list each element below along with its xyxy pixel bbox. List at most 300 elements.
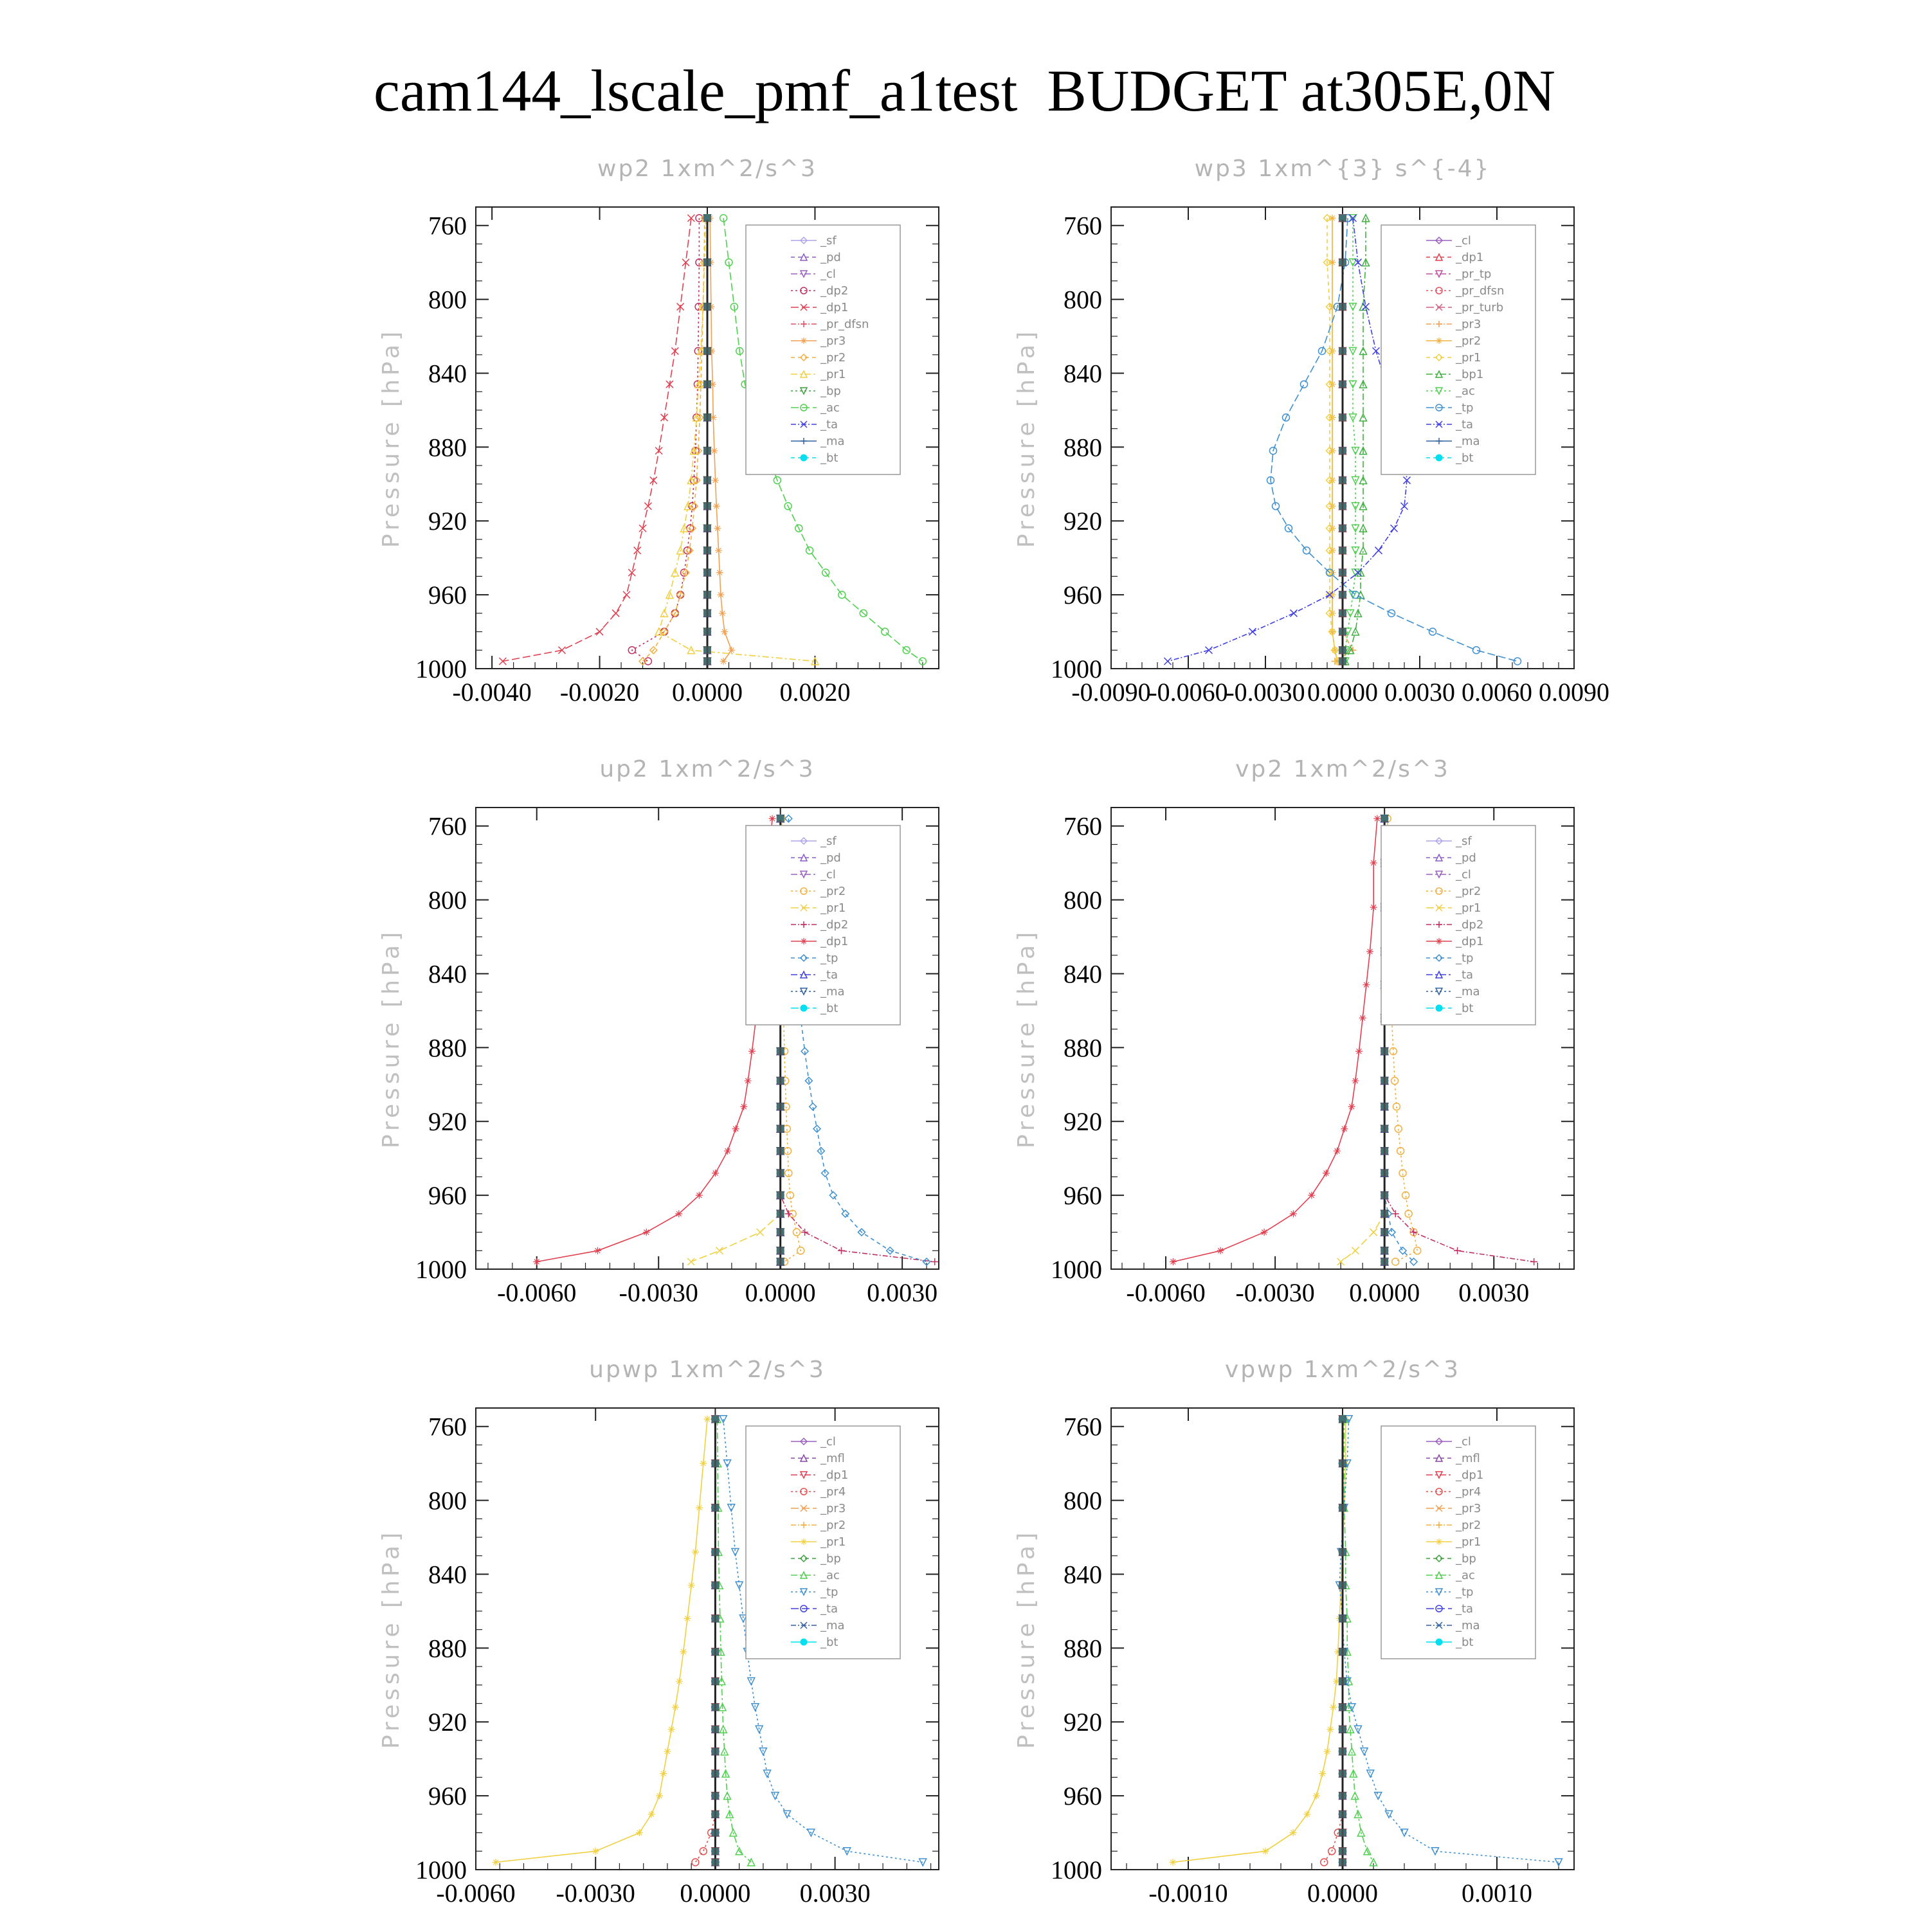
y-tick-label: 760 — [428, 811, 467, 841]
zero-stack-marker — [711, 1677, 719, 1685]
data-point-pr1 — [700, 1460, 707, 1467]
data-point-pr3 — [714, 525, 721, 532]
data-point-pr4 — [692, 1859, 699, 1866]
zero-stack-marker — [711, 1792, 719, 1800]
legend-label: _dp2 — [820, 918, 849, 932]
zero-stack-marker — [1381, 1258, 1388, 1266]
data-point-tp — [1555, 1859, 1562, 1866]
legend-label: _cl — [820, 267, 836, 281]
data-point-dp2 — [801, 1229, 808, 1236]
x-tick-label: -0.0030 — [619, 1278, 698, 1307]
y-tick-label: 760 — [1064, 811, 1102, 841]
zero-stack-marker — [1339, 1415, 1346, 1423]
legend-label: _sf — [820, 835, 837, 848]
legend-marker — [1436, 1539, 1442, 1545]
legend-label: _pr1 — [820, 1535, 846, 1549]
data-point-pr1 — [661, 609, 668, 617]
y-axis-label: Pressure [hPa] — [1013, 327, 1040, 548]
data-point-tp — [829, 1192, 837, 1199]
legend-label: _tp — [1456, 1585, 1474, 1599]
legend-label: _bt — [820, 451, 838, 465]
data-point-pr1 — [676, 1678, 683, 1685]
legend-label: _dp2 — [1456, 918, 1484, 932]
data-point-pr1 — [648, 1810, 655, 1818]
zero-stack-marker — [777, 1229, 784, 1236]
series-line-dp1 — [537, 818, 772, 1261]
legend-label: _cl — [1456, 868, 1471, 881]
series-line-dp2 — [632, 218, 700, 661]
legend-label: _pr1 — [820, 901, 846, 915]
data-point-pr1 — [668, 1726, 675, 1733]
zero-stack-marker — [1339, 1792, 1346, 1800]
series-line-dp1 — [503, 218, 691, 661]
y-tick-label: 800 — [1064, 1486, 1102, 1515]
legend-label: _pr4 — [1456, 1485, 1481, 1499]
data-point-dp1 — [1323, 1169, 1330, 1177]
legend-label: _mfl — [1456, 1452, 1480, 1465]
legend-label: _pd — [820, 851, 841, 865]
y-tick-label: 1000 — [415, 1855, 467, 1884]
data-point-pr1 — [688, 1582, 695, 1589]
zero-stack-marker — [1339, 258, 1346, 266]
legend-label: _pr_tp — [1456, 267, 1492, 281]
legend-marker — [801, 455, 807, 461]
zero-stack-marker — [703, 628, 711, 636]
y-tick-label: 960 — [428, 581, 467, 610]
data-point-ac — [1350, 348, 1357, 355]
legend-label: _dp1 — [820, 301, 849, 314]
zero-stack-marker — [1381, 1047, 1388, 1055]
data-point-ta — [1291, 609, 1298, 617]
data-point-pr2 — [1395, 1125, 1402, 1132]
y-tick-label: 800 — [1064, 885, 1102, 915]
zero-stack-marker — [1339, 1504, 1346, 1512]
data-point-dp1 — [1348, 1103, 1355, 1110]
y-tick-label: 1000 — [415, 655, 467, 683]
legend-label: _pr3 — [1456, 318, 1481, 331]
data-point-pr1 — [684, 1615, 691, 1622]
legend-label: _pr1 — [1456, 351, 1481, 365]
data-point-pr3 — [711, 447, 718, 455]
panel-title: wp2 1xm^2/s^3 — [597, 156, 817, 182]
legend-label: _dp2 — [820, 284, 849, 298]
legend-label: _ta — [1456, 1602, 1474, 1616]
data-point-tp — [1375, 1792, 1382, 1800]
legend-label: _bt — [1456, 451, 1474, 465]
legend-label: _ma — [1456, 435, 1480, 448]
zero-stack-marker — [1339, 1614, 1346, 1622]
data-point-pr3 — [712, 477, 719, 484]
chart-panel-4 — [1013, 756, 1574, 1307]
zero-stack-marker — [777, 815, 784, 822]
x-tick-label: 0.0000 — [1349, 1278, 1420, 1307]
zero-stack-marker — [711, 1648, 719, 1656]
legend-label: _pr1 — [1456, 901, 1481, 915]
data-point-dp1 — [1170, 1258, 1177, 1265]
zero-stack-marker — [1339, 1703, 1346, 1711]
data-point-pr4 — [1321, 1859, 1328, 1866]
data-point-pr2 — [1414, 1247, 1421, 1254]
zero-stack-marker — [1339, 525, 1346, 532]
data-point-pr1 — [687, 1258, 694, 1265]
data-point-pr1 — [672, 1704, 679, 1711]
y-tick-label: 920 — [428, 1708, 467, 1737]
data-point-tp — [1361, 1748, 1368, 1755]
zero-stack-marker — [1339, 1829, 1346, 1837]
legend-label: _dp1 — [1456, 251, 1484, 264]
zero-stack-marker — [703, 476, 711, 484]
zero-stack-marker — [1339, 1747, 1346, 1755]
series-line-pr2 — [643, 218, 705, 661]
zero-stack-marker — [777, 1103, 784, 1110]
y-tick-label: 760 — [428, 1412, 467, 1441]
x-tick-label: -0.0030 — [556, 1879, 635, 1908]
legend-label: _bp — [820, 1552, 841, 1566]
y-tick-label: 960 — [1064, 1782, 1102, 1811]
y-tick-label: 880 — [1064, 1634, 1102, 1663]
x-tick-label: -0.0010 — [1148, 1879, 1228, 1908]
data-point-dp1 — [1261, 1229, 1268, 1236]
data-point-tp — [1473, 647, 1480, 654]
legend-marker — [1436, 938, 1442, 944]
data-point-dp1 — [1290, 1210, 1297, 1217]
x-tick-label: 0.0000 — [745, 1278, 816, 1307]
legend-label: _cl — [820, 1435, 836, 1449]
zero-stack-marker — [777, 1077, 784, 1085]
legend-label: _pr2 — [820, 351, 846, 365]
data-point-dp2 — [931, 1258, 938, 1265]
data-point-ta — [1391, 525, 1398, 532]
data-point-pr1 — [1352, 1247, 1359, 1254]
x-tick-label: 0.0000 — [1307, 1879, 1378, 1908]
data-point-dp1 — [643, 1229, 650, 1236]
data-point-tp — [1367, 1770, 1374, 1777]
chart-panel-2 — [1013, 156, 1609, 707]
zero-stack-marker — [1339, 591, 1346, 599]
legend-marker — [801, 938, 807, 944]
legend-label: _dp1 — [820, 1468, 849, 1482]
zero-stack-marker — [703, 347, 711, 355]
legend-label: _pr2 — [1456, 334, 1481, 348]
zero-stack-marker — [1339, 1459, 1346, 1467]
y-tick-label: 920 — [1064, 1708, 1102, 1737]
legend-marker — [1436, 1005, 1442, 1011]
legend-label: _bp — [1456, 1552, 1476, 1566]
legend-marker — [1436, 1639, 1442, 1645]
chart-panel-3 — [378, 756, 939, 1307]
legend-label: _dp1 — [820, 935, 849, 948]
data-point-pr1 — [660, 1770, 667, 1777]
data-point-pr1 — [1290, 1829, 1297, 1836]
legend-label: _tp — [1456, 401, 1474, 415]
zero-stack-marker — [703, 413, 711, 421]
data-point-ta — [1164, 658, 1172, 665]
data-point-ac — [1348, 1748, 1355, 1755]
chart-panel-6 — [1013, 1357, 1574, 1908]
x-tick-label: 0.0000 — [672, 678, 743, 707]
data-point-pr3 — [716, 569, 723, 576]
y-tick-label: 960 — [428, 1782, 467, 1811]
zero-stack-marker — [1381, 1210, 1388, 1218]
zero-stack-marker — [703, 591, 711, 599]
series-line-ta — [1168, 218, 1407, 661]
legend-label: _dp1 — [1456, 1468, 1484, 1482]
zero-stack-marker — [703, 381, 711, 388]
data-point-dp1 — [1359, 1015, 1366, 1022]
data-point-dp1 — [612, 609, 619, 617]
data-point-pr3 — [728, 647, 735, 654]
x-tick-label: 0.0020 — [779, 678, 851, 707]
zero-stack-marker — [703, 646, 711, 654]
data-point-pr2 — [1329, 215, 1336, 222]
y-tick-label: 1000 — [1051, 1855, 1102, 1884]
zero-stack-marker — [1381, 1247, 1388, 1254]
data-point-dp1 — [1308, 1192, 1315, 1199]
legend-label: _pr4 — [820, 1485, 846, 1499]
y-tick-label: 840 — [428, 1560, 467, 1589]
legend-label: _ta — [1456, 418, 1474, 431]
data-point-pr1 — [656, 1792, 663, 1800]
legend-label: _pr2 — [1456, 1519, 1481, 1532]
data-point-dp1 — [724, 1148, 731, 1155]
data-point-dp1 — [732, 1125, 739, 1132]
zero-stack-marker — [1381, 1169, 1388, 1177]
legend-label: _ta — [820, 1602, 838, 1616]
y-tick-label: 760 — [1064, 211, 1102, 240]
legend-label: _dp1 — [1456, 935, 1484, 948]
legend-label: _bt — [820, 1002, 838, 1015]
data-point-dp1 — [748, 1048, 756, 1055]
legend-label: _sf — [1456, 835, 1472, 848]
legend-marker — [801, 1005, 807, 1011]
data-point-pr1 — [592, 1848, 599, 1855]
y-tick-label: 800 — [428, 885, 467, 915]
zero-stack-marker — [703, 658, 711, 665]
zero-stack-marker — [1381, 1077, 1388, 1085]
y-tick-label: 840 — [1064, 359, 1102, 388]
zero-stack-marker — [711, 1770, 719, 1778]
data-point-dp1 — [594, 1247, 601, 1254]
x-tick-label: 0.0090 — [1539, 678, 1609, 707]
zero-stack-marker — [703, 546, 711, 554]
zero-stack-marker — [703, 569, 711, 577]
panel-title: upwp 1xm^2/s^3 — [589, 1357, 826, 1383]
data-point-dp2 — [785, 1210, 792, 1217]
data-point-ac — [882, 628, 889, 635]
data-point-tp — [1514, 658, 1521, 665]
zero-stack-marker — [1339, 658, 1346, 665]
data-point-pr3 — [713, 503, 720, 510]
data-point-dp1 — [1373, 815, 1381, 822]
legend-label: _ac — [820, 1569, 840, 1582]
zero-stack-marker — [1339, 546, 1346, 554]
zero-stack-marker — [1339, 447, 1346, 455]
zero-stack-marker — [1381, 1229, 1388, 1236]
x-tick-label: -0.0060 — [1126, 1278, 1206, 1307]
data-point-dp1 — [696, 1192, 703, 1199]
zero-stack-marker — [1381, 1191, 1388, 1199]
data-point-dp1 — [634, 547, 641, 554]
data-point-dp2 — [1454, 1247, 1461, 1254]
zero-stack-marker — [777, 1191, 784, 1199]
data-point-pr3 — [719, 609, 726, 617]
data-point-dp1 — [675, 1210, 682, 1217]
data-point-pr3 — [721, 628, 728, 635]
zero-stack-marker — [1339, 303, 1346, 311]
data-point-tp — [772, 1792, 779, 1800]
series-line-pr1 — [496, 1419, 707, 1862]
zero-stack-marker — [777, 1169, 784, 1177]
zero-stack-marker — [711, 1847, 719, 1855]
legend-label: _ta — [820, 968, 838, 982]
legend-label: _bt — [820, 1636, 838, 1649]
zero-stack-marker — [703, 609, 711, 617]
data-point-ta — [1373, 348, 1380, 355]
y-tick-label: 960 — [1064, 581, 1102, 610]
zero-stack-marker — [1339, 476, 1346, 484]
zero-stack-marker — [1339, 347, 1346, 355]
data-point-ta — [1375, 547, 1382, 554]
data-point-pr1 — [1324, 1748, 1331, 1755]
data-point-pr1 — [1313, 1792, 1320, 1800]
zero-stack-marker — [703, 447, 711, 455]
zero-stack-marker — [703, 525, 711, 532]
zero-stack-marker — [711, 1747, 719, 1755]
zero-stack-marker — [1339, 1582, 1346, 1589]
data-point-dp1 — [623, 591, 630, 599]
y-tick-label: 960 — [1064, 1181, 1102, 1211]
x-tick-label: -0.0060 — [436, 1879, 516, 1908]
data-point-pr1 — [757, 1229, 764, 1236]
zero-stack-marker — [711, 1582, 719, 1589]
data-point-dp1 — [769, 815, 776, 822]
legend-label: _ta — [1456, 968, 1474, 982]
data-point-dp1 — [639, 525, 646, 532]
legend-label: _ac — [820, 401, 840, 415]
chart-panel-1 — [378, 156, 939, 707]
zero-stack-marker — [1339, 413, 1346, 421]
zero-stack-marker — [703, 214, 711, 222]
legend-label: _pr3 — [820, 334, 846, 348]
zero-stack-marker — [777, 1047, 784, 1055]
legend-label: _pr2 — [820, 1519, 846, 1532]
legend-marker — [1436, 338, 1442, 344]
y-tick-label: 960 — [428, 1181, 467, 1211]
zero-stack-marker — [1339, 502, 1346, 510]
y-tick-label: 920 — [1064, 1107, 1102, 1137]
data-point-dp1 — [596, 628, 603, 635]
data-point-dp1 — [628, 569, 635, 576]
data-point-tp — [1303, 547, 1310, 554]
data-point-pr1 — [1370, 1229, 1377, 1236]
y-tick-label: 880 — [428, 1634, 467, 1663]
x-tick-label: 0.0030 — [867, 1278, 938, 1307]
y-tick-label: 880 — [1064, 1033, 1102, 1063]
legend-label: _pr2 — [820, 885, 846, 898]
zero-stack-marker — [703, 502, 711, 510]
zero-stack-marker — [703, 303, 711, 311]
data-point-pr3 — [715, 547, 722, 554]
zero-stack-marker — [1339, 1648, 1346, 1656]
panel-title: up2 1xm^2/s^3 — [599, 756, 815, 782]
data-point-dp1 — [712, 1169, 719, 1177]
y-tick-label: 840 — [428, 959, 467, 989]
y-tick-label: 840 — [1064, 1560, 1102, 1589]
zero-stack-marker — [711, 1415, 719, 1423]
zero-stack-marker — [1339, 214, 1346, 222]
zero-stack-marker — [711, 1810, 719, 1818]
panel-title: wp3 1xm^{3} s^{-4} — [1194, 156, 1491, 182]
y-tick-label: 840 — [428, 359, 467, 388]
y-axis-label: Pressure [hPa] — [378, 928, 404, 1149]
zero-stack-marker — [1381, 1125, 1388, 1133]
legend-label: _pd — [1456, 851, 1476, 865]
x-tick-label: -0.0060 — [1148, 678, 1228, 707]
zero-stack-marker — [1381, 1147, 1388, 1155]
data-point-tp — [1301, 381, 1308, 388]
legend-label: _tp — [820, 1585, 838, 1599]
series-line-ac — [1344, 1419, 1373, 1862]
zero-stack-marker — [1339, 1677, 1346, 1685]
y-tick-label: 1000 — [415, 1255, 467, 1284]
data-point-pr3 — [717, 591, 724, 599]
zero-stack-marker — [1339, 1847, 1346, 1855]
legend-label: _tp — [820, 952, 838, 965]
legend-label: _ma — [820, 1619, 845, 1632]
legend-label: _pr_turb — [1456, 301, 1504, 314]
data-point-pr1 — [696, 1504, 703, 1512]
legend-label: _pr3 — [1456, 1502, 1481, 1515]
y-tick-label: 920 — [428, 1107, 467, 1137]
zero-stack-marker — [777, 1247, 784, 1254]
y-axis-label: Pressure [hPa] — [1013, 928, 1040, 1149]
data-point-pr1 — [493, 1859, 500, 1866]
y-tick-label: 760 — [1064, 1412, 1102, 1441]
zero-stack-marker — [711, 1829, 719, 1837]
data-point-pr1 — [692, 1549, 699, 1556]
data-point-dp1 — [1363, 981, 1370, 988]
data-point-dp2 — [1530, 1258, 1537, 1265]
legend-label: _ac — [1456, 1569, 1475, 1582]
x-tick-label: -0.0020 — [559, 678, 640, 707]
data-point-pr1 — [1170, 1859, 1177, 1866]
data-point-dp2 — [838, 1247, 845, 1254]
legend-label: _pd — [820, 251, 841, 264]
y-tick-label: 840 — [1064, 959, 1102, 989]
y-tick-label: 880 — [428, 1033, 467, 1063]
zero-stack-marker — [711, 1614, 719, 1622]
y-axis-label: Pressure [hPa] — [378, 1528, 404, 1749]
legend-label: _cl — [1456, 1435, 1471, 1449]
zero-stack-marker — [1339, 1859, 1346, 1866]
y-tick-label: 1000 — [1051, 655, 1102, 683]
legend-label: _pr1 — [1456, 1535, 1481, 1549]
y-tick-label: 800 — [428, 285, 467, 314]
data-point-pr1 — [636, 1829, 643, 1836]
legend-label: _ma — [1456, 985, 1480, 998]
x-tick-label: 0.0030 — [799, 1879, 871, 1908]
x-tick-label: 0.0000 — [1307, 678, 1378, 707]
data-point-pr3 — [720, 658, 727, 665]
y-tick-label: 800 — [1064, 285, 1102, 314]
zero-stack-marker — [711, 1548, 719, 1556]
data-point-dp1 — [740, 1103, 747, 1110]
zero-stack-marker — [1339, 1726, 1346, 1733]
x-tick-label: -0.0030 — [1235, 1278, 1315, 1307]
legend-label: _ma — [1456, 1619, 1480, 1632]
zero-stack-marker — [711, 1703, 719, 1711]
zero-stack-marker — [711, 1504, 719, 1512]
